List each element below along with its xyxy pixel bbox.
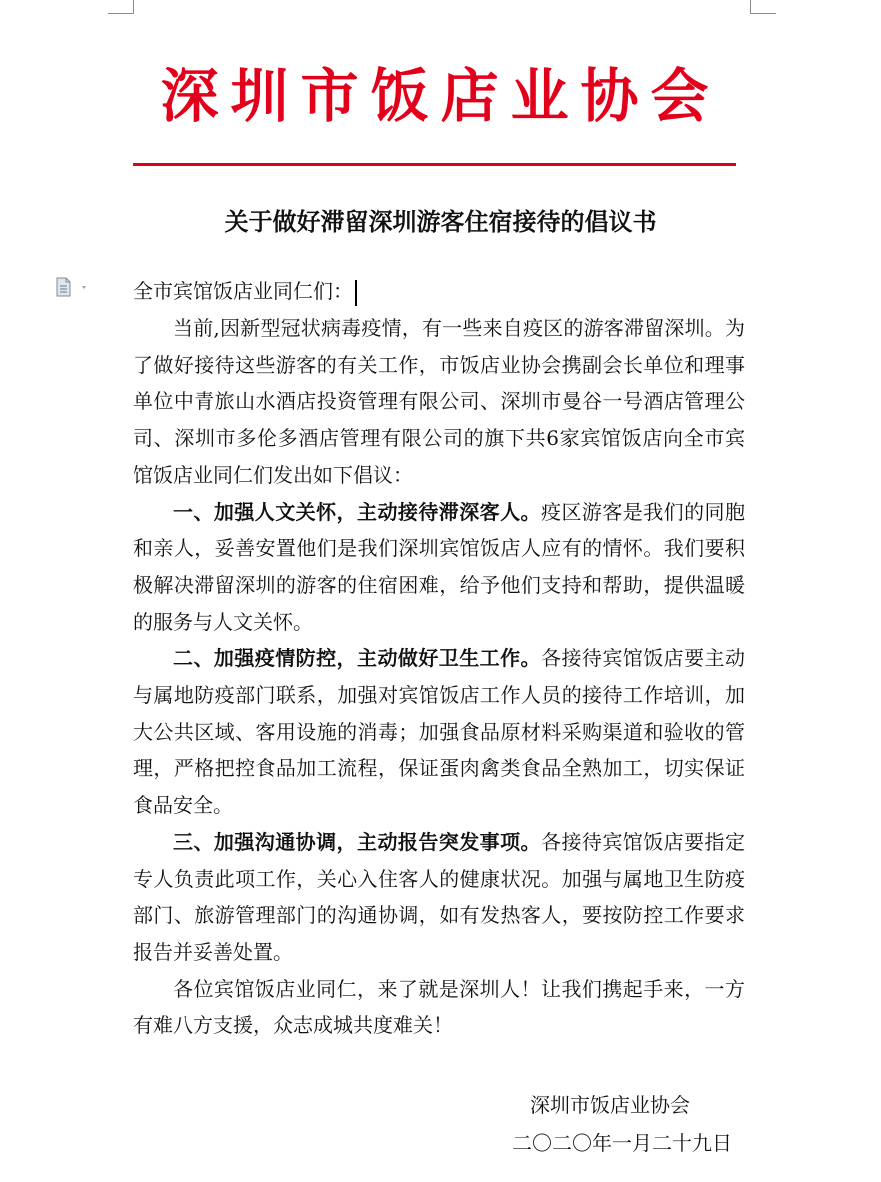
body-paragraph-intro bbox=[133, 310, 745, 494]
document-title: 关于做好滞留深圳游客住宿接待的倡议书 bbox=[224, 207, 657, 236]
body-paragraph-closing bbox=[133, 971, 745, 1044]
paragraph-lead: 三、加强沟通协调，主动报告突发事项。 bbox=[173, 829, 541, 854]
document-body bbox=[133, 272, 745, 1044]
paragraph-text: 各接待宾馆饭店要主动与属地防疫部门联系，加强对宾馆饭店工作人员的接待工作培训，加大公共区域、客用设施的消毒；加强食品原材料采购渠道和验收的管理，严格把控食品加工流程，保证蛋肉禽类食品全熟加工，切实保证食品安全。 bbox=[133, 646, 745, 818]
letterhead-red-rule bbox=[133, 163, 736, 166]
signature-organization: 深圳市饭店业协会 bbox=[530, 1093, 690, 1117]
paragraph-lead: 二、加强疫情防控，主动做好卫生工作。 bbox=[173, 646, 541, 671]
paragraph-text: 各位宾馆饭店业同仁，来了就是深圳人！让我们携起手来，一方有难八方支援，众志成城共度难关！ bbox=[133, 976, 745, 1038]
crop-mark-top-right bbox=[750, 0, 751, 14]
body-paragraph-3 bbox=[133, 824, 745, 971]
text-cursor bbox=[355, 280, 357, 306]
crop-mark-top-right-horizontal bbox=[750, 13, 776, 14]
letterhead-organization: 深圳市饭店业协会 bbox=[160, 62, 721, 130]
paragraph-text: 疫区游客是我们的同胞和亲人，妥善安置他们是我们深圳宾馆饭店人应有的情怀。我们要积极解决滞留深圳的游客的住宿困难，给予他们支持和帮助，提供温暖的服务与人文关怀。 bbox=[133, 499, 745, 634]
crop-mark-top-left bbox=[133, 0, 134, 14]
paragraph-lead: 一、加强人文关怀，主动接待滞深客人。 bbox=[173, 499, 541, 524]
salutation-line[interactable] bbox=[133, 272, 745, 310]
paragraph-format-icon[interactable] bbox=[55, 277, 95, 297]
paragraph-text: 各接待宾馆饭店要指定专人负责此项工作，关心入住客人的健康状况。加强与属地卫生防疫部门、旅游管理部门的沟通协调，如有发热客人，要按防控工作要求报告并妥善处置。 bbox=[133, 829, 745, 964]
body-paragraph-2 bbox=[133, 640, 745, 824]
signature-block bbox=[484, 1086, 760, 1162]
paragraph-text: 当前,因新型冠状病毒疫情，有一些来自疫区的游客滞留深圳。为了做好接待这些游客的有关工作，市饭店业协会携副会长单位和理事单位中青旅山水酒店投资管理有限公司、深圳市曼谷一号酒店管理公司、深圳市多伦多酒店管理有限公司的旗下共6家宾馆饭店向全市宾馆饭店业同仁们发出如下倡议： bbox=[133, 316, 745, 487]
signature-date: 二〇二〇年一月二十九日 bbox=[512, 1131, 732, 1155]
crop-mark-top-left-horizontal bbox=[108, 13, 134, 14]
body-paragraph-1 bbox=[133, 494, 745, 641]
salutation: 全市宾馆饭店业同仁们： bbox=[133, 279, 353, 303]
